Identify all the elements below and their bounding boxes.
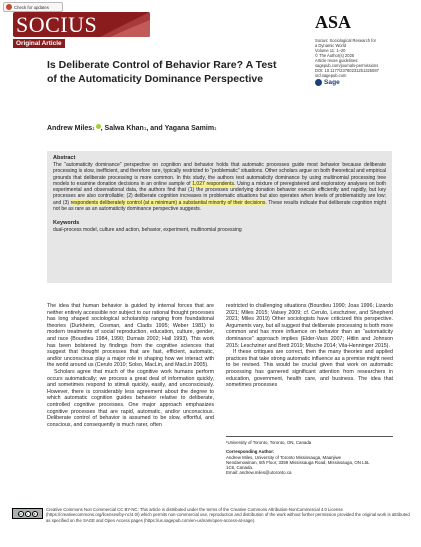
journal-meta-line: Socius: Sociological Research for — [315, 38, 376, 43]
abstract-box — [47, 151, 392, 283]
article-type-badge: Original Article — [13, 39, 65, 48]
journal-logo-text: SOCIUS — [16, 12, 98, 37]
corresponding-author-email[interactable]: Email: andrew.miles@utoronto.ca — [226, 470, 292, 476]
asa-logo — [315, 11, 351, 32]
abstract-heading: Abstract — [53, 155, 76, 161]
license-text: Creative Commons Non Commercial CC BY-NC: This article is distributed under the terms of the Creative Commons Attribution-NonCommercial 4.0 License (https://creativecommons.org/licenses/by-nc/4.0/) which permits non-commercial use, reproduction and distribution of the work without further permission provided the original work is attributed as specified on the SAGE and Open Access pages (https://us.sagepub.com/en-us/nam/open-access-at-sage). — [46, 507, 410, 523]
body-paragraph: Scholars agree that much of the cognitive work humans perform occurs automatically; we process a great deal of information quickly, and sometimes respond to stimuli quickly, easily, and unconsciously. However, there is considerably less agreement about the degree to which automatic cognition guides behavior relative to deliberate, controlled cognitive processes. One major approach emphasizes cognitive processes that are rapid, automatic, and/or unconscious. Deliberate control of behavior is assumed to be slow, effortful, and conscious, and consequently is much rarer, often — [47, 368, 214, 428]
journal-logo — [13, 12, 150, 37]
abstract-text-part-2: . Using a mixture of preregistered and exploratory analyses on both experimental and observational data, the authors find that (1) the processes underlying donation behavior execute efficiently and rapidly, but key processes are also controllable; (2) deliberate cognition increases in problematic situations but also operates when levels of problematicity are low; and (3) — [53, 180, 386, 206]
publisher-logo — [315, 79, 415, 86]
author-affiliation — [226, 436, 393, 476]
author-affiliation-marker: 1 — [214, 125, 217, 131]
author-affiliation-marker: 1 — [92, 125, 95, 131]
abstract-highlight-2: respondents deliberately control (at a minimum) a substantial minority of their decisions — [70, 199, 266, 206]
article-title: Is Deliberate Control of Behavior Rare? A Test of the Automaticity Dominance Perspective — [47, 59, 277, 85]
asa-logo-text: ASA — [315, 12, 351, 32]
author-separator: , and — [146, 124, 165, 132]
author-name: Salwa Khan — [104, 124, 144, 132]
abstract-text-part-3: . These results indicate that deliberate cognition might not be as rare as an automaticity dominance perspective suggests. — [53, 199, 387, 213]
body-column-right — [226, 303, 393, 389]
affiliation-line: ¹University of Toronto, Toronto, ON, Canada — [226, 440, 312, 445]
body-paragraph: restricted to challenging situations (Bourdieu 1990; Joas 1996; Lizardo 2021; Miles 2015; Vaisey 2009; cf. Cerulo, Leschziner, and Shepherd 2021; Miles 2019) Other sociologists have criticized this perspective. Arguments vary, but all suggest that deliberate processing is both more common and has more influence on behavior than an “automaticity dominance” approach implies (Elder-Vass 2007; Hitlin and Johnson 2015; Leschziner and Brett 2019; Mische 2014; Vila-Henninger 2015). — [226, 303, 393, 349]
body-paragraph: If these critiques are correct, then the many theories and applied practices that take strong automatic influence as a premise might need to be revised. This would be crucial given that work on automatic processing has garnered significant attention from researchers in education, government, health care, and business. The idea that sometimes processes — [226, 349, 393, 389]
check-for-updates-label: Check for updates — [14, 4, 49, 10]
body-column-left — [47, 303, 214, 428]
corresponding-author-line: Nendamowinan, 6th Floor, 3359 Mississauga Road, Mississauga, ON L5L — [226, 459, 370, 465]
logo-swoosh-icon — [100, 12, 150, 37]
abstract-highlight-1: 1,027 respondents — [192, 180, 234, 187]
cc-by-nc-badge-icon: cc i $ — [12, 508, 43, 519]
corresponding-author-line: Andrew Miles, University of Toronto Mississauga, Maanjiwe — [226, 454, 342, 460]
author-affiliation-marker: 1 — [143, 125, 147, 131]
journal-meta-line: srd.sagepub.com — [315, 73, 347, 78]
author-separator: , — [100, 124, 105, 132]
abstract-text-part-1: The “automaticity dominance” perspective on cognition and behavior holds that automatic processes guide most behavior because deliberate processing is slow, inefficient, and therefore rare, typically restricted to “problematic” situations. Other scholars argue on both theoretical and empirical grounds that deliberate processing is more common. In this study, the authors test automaticity dominance by using multinomial processing tree models to examine donation decisions in an online sample of — [53, 162, 386, 187]
corresponding-author-heading: Corresponding Author: — [226, 449, 275, 455]
sage-icon — [315, 79, 322, 86]
keywords-heading: Keywords — [53, 220, 80, 227]
journal-meta-line: DOI: 10.1177/23780231251325087 — [315, 68, 379, 73]
license-notice — [12, 507, 413, 523]
journal-meta-line: Volume 11: 1–20 — [315, 48, 346, 53]
journal-meta-line: © The Author(s) 2025 — [315, 53, 355, 58]
keywords-text: dual-process model, culture and action, behavior, experiment, multinomial processing — [53, 227, 242, 234]
author-list — [47, 124, 217, 132]
publisher-name: Sage — [324, 79, 340, 86]
check-for-updates-button[interactable] — [3, 2, 63, 12]
journal-info — [315, 11, 415, 86]
author-name: Andrew Miles — [47, 124, 93, 132]
corresponding-author-line: 1C6, Canada. — [226, 465, 254, 471]
journal-meta-line: Article reuse guidelines: — [315, 58, 359, 63]
author-name: Yagana Samim — [164, 124, 215, 132]
body-paragraph: The idea that human behavior is guided by internal forces that are neither entirely accessible nor subject to our rational thought processes has long shaped sociological scholarship ranging from foundational theories (Durkheim, Cosman, and Cladis 1995; Weber 1981) to modern treatments of social reproduction, education, culture, gender, and race (Bourdieu 1984, 1990; Dumais 2002; Hall 1993). This work has been bolstered by findings from the cognitive sciences that suggest that thought processes that are fast, efficient, automatic, and/or unconscious play a major role in shaping how we interact with the world around us (Cerulo 2010; Solso, MacLin, and MacLin 2005). — [47, 303, 214, 369]
crossmark-icon — [6, 4, 12, 10]
journal-meta-line: sagepub.com/journals-permissions — [315, 63, 379, 68]
journal-meta-line: a Dynamic World — [315, 43, 347, 48]
abstract-text — [53, 162, 386, 212]
journal-meta-lines — [315, 38, 415, 78]
